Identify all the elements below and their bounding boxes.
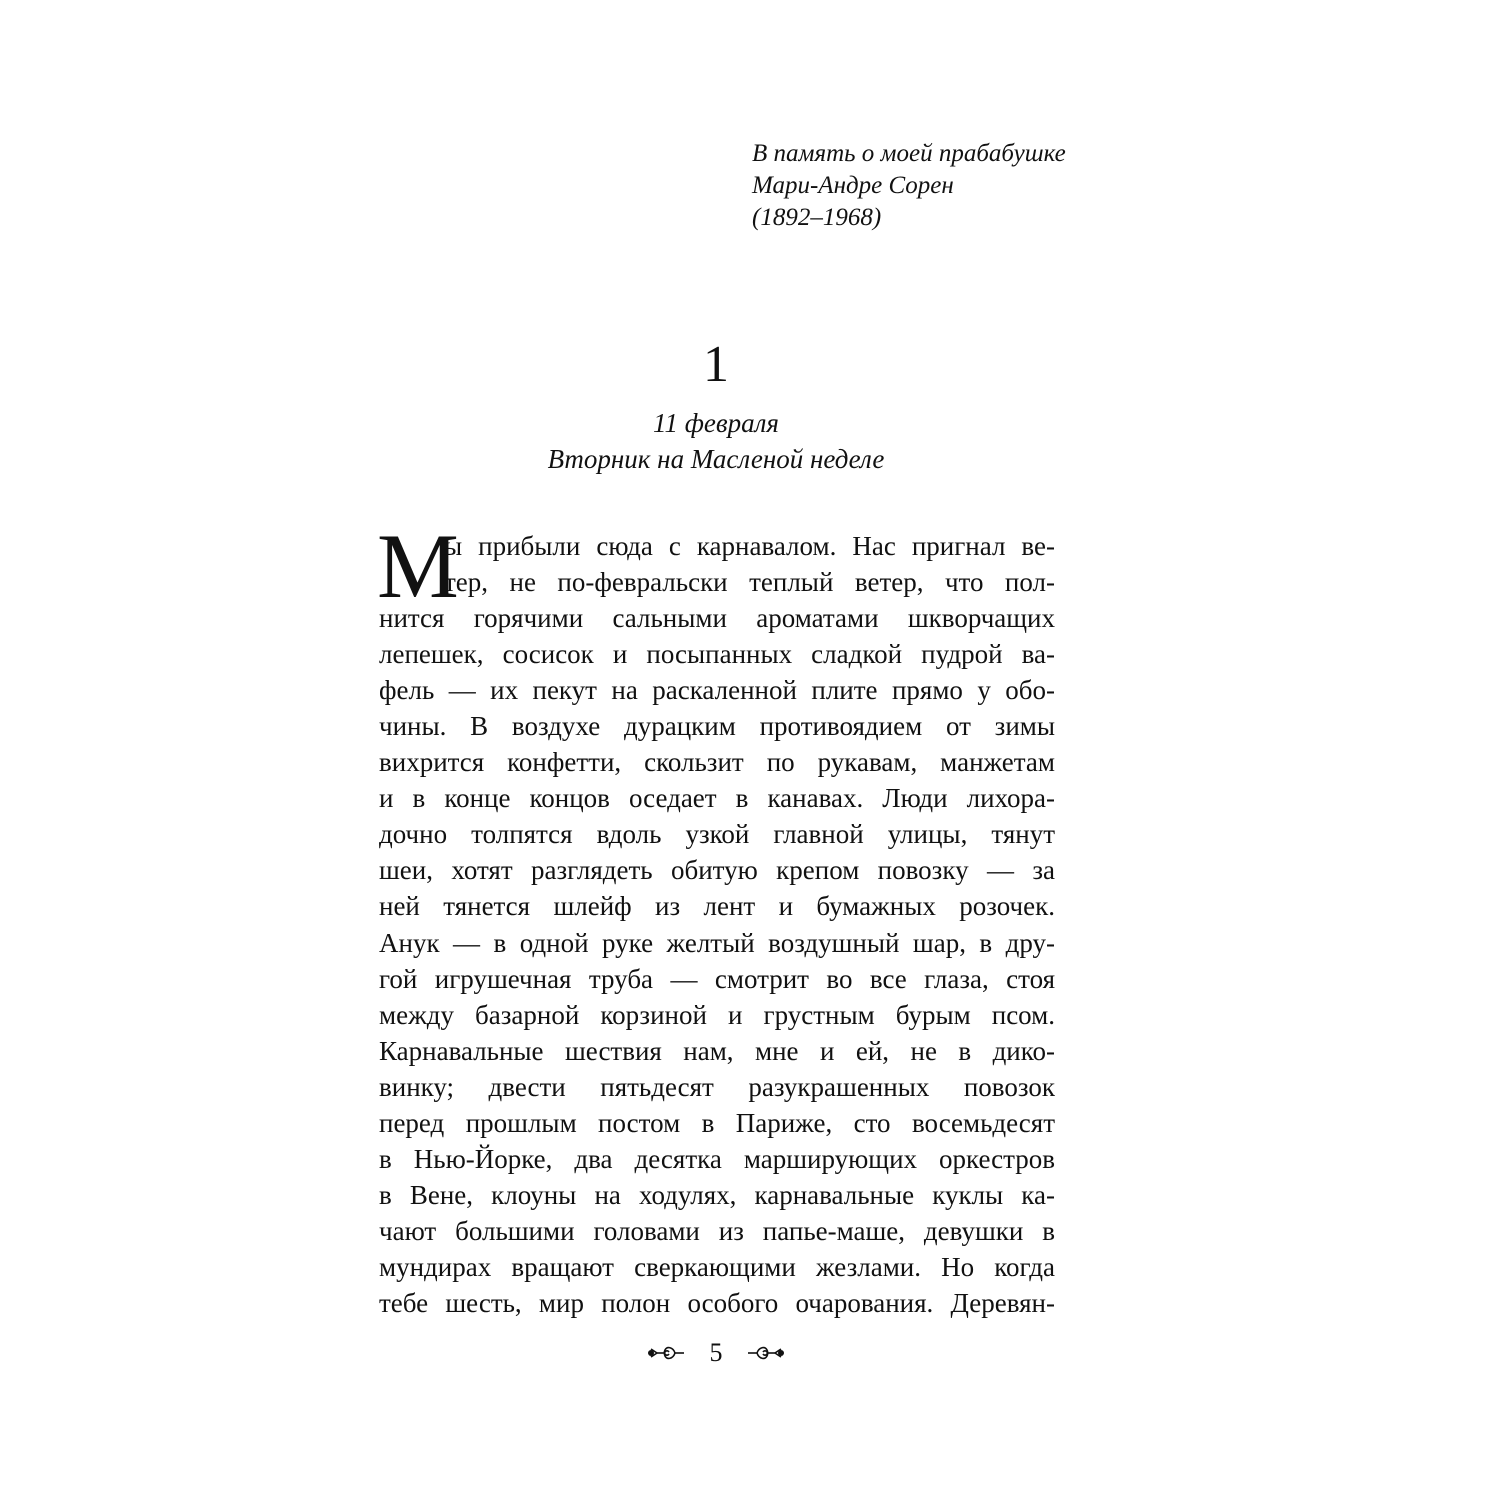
body-line: вихрится конфетти, скользит по рукавам, манжетам [379, 747, 1055, 778]
body-text [377, 515, 1055, 1321]
body-line: чины. В воздухе дурацким противоядием от зимы [379, 711, 1055, 742]
body-line: фель — их пекут на раскаленной плите прямо у обо- [379, 675, 1055, 706]
body-line: дочно толпятся вдоль узкой главной улицы, тянут [379, 819, 1055, 850]
body-line: и в конце концов оседает в канавах. Люди лихора- [379, 783, 1055, 814]
chapter-heading [0, 405, 1432, 477]
right-ornament-icon [747, 1342, 785, 1364]
epigraph-line: (1892–1968) [752, 204, 882, 231]
body-line: ы прибыли сюда с карнавалом. Нас пригнал ве- [444, 531, 1055, 561]
body-line: в Нью-Йорке, два десятка марширующих оркестров [379, 1143, 1055, 1174]
epigraph [752, 138, 1066, 234]
body-line: тер, не по-февральски теплый ветер, что пол- [444, 567, 1055, 598]
body-line: ней тянется шлейф из лент и бумажных розочек. [379, 891, 1055, 922]
body-line: нится горячими сальными ароматами шкворчащих [379, 603, 1055, 634]
drop-cap: М [377, 515, 459, 617]
page-footer [0, 1334, 1432, 1370]
chapter-subtitle: Вторник на Масленой неделе [547, 444, 885, 474]
body-line: тебе шесть, мир полон особого очарования. Деревян- [379, 1287, 1055, 1318]
page-number: 5 [709, 1338, 723, 1368]
chapter-date: 11 февраля [653, 408, 779, 438]
body-line: в Вене, клоуны на ходулях, карнавальные куклы ка- [379, 1179, 1055, 1210]
body-line: шеи, хотят разглядеть обитую крепом повозку — за [379, 855, 1055, 886]
epigraph-line: Мари-Андре Сорен [752, 172, 954, 199]
chapter-number: 1 [703, 336, 729, 393]
body-line: Карнавальные шествия нам, мне и ей, не в дико- [379, 1035, 1055, 1066]
body-line: лепешек, сосисок и посыпанных сладкой пудрой ва- [379, 639, 1055, 670]
body-line: чают большими головами из папье-маше, девушки в [379, 1215, 1055, 1246]
left-ornament-icon [647, 1342, 685, 1364]
body-line: перед прошлым постом в Париже, сто восемьдесят [379, 1107, 1055, 1138]
body-line: между базарной корзиной и грустным бурым псом. [379, 999, 1055, 1030]
epigraph-line: В память о моей прабабушке [752, 140, 1066, 167]
body-line: гой игрушечная труба — смотрит во все глаза, стоя [379, 963, 1055, 994]
body-line: мундирах вращают сверкающими жезлами. Но когда [379, 1251, 1055, 1282]
body-line: винку; двести пятьдесят разукрашенных повозок [379, 1071, 1055, 1102]
body-line: Анук — в одной руке желтый воздушный шар, в дру- [379, 927, 1055, 958]
